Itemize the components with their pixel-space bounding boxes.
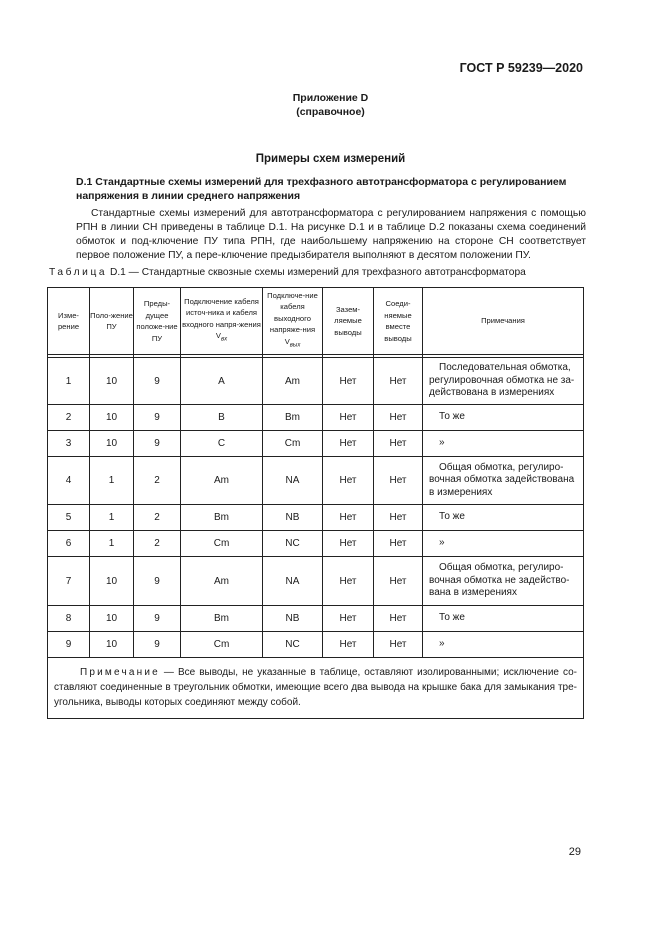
standard-number: ГОСТ Р 59239—2020 <box>459 61 583 75</box>
row-note: Общая обмотка, регулиро-вочная обмотка задействована в измерениях <box>423 457 584 505</box>
header-notes: Примечания <box>423 288 584 355</box>
table-row: 1 10 9 A Am Нет Нет Последовательная обмотка, регулировочная обмотка не за-действована в измерениях <box>48 358 584 405</box>
row-note: То же <box>423 606 584 632</box>
table-row: 7 10 9 Am NA Нет Нет Общая обмотка, регулиро-вочная обмотка не задейство-вана в измерениях <box>48 557 584 606</box>
header-connected: Соеди-няемые вместе выводы <box>374 288 423 355</box>
paragraph-text: Стандартные схемы измерений для автотрансформатора с регулированием напряжения с помощью РПН в линии СН приведены в таблице D.1. На рисунке D.1 и в таблице D.2 показаны схема соединений обмоток и под-ключение ПУ типа РПН, где наибольшему напряжению на стороне СН соответствует первое положение ПУ, а пере-ключение предызбирателя выполняют в десятом положении ПУ. <box>76 208 586 261</box>
table-row: 8 10 9 Bm NB Нет Нет То же <box>48 606 584 632</box>
measurements-table <box>47 287 584 719</box>
section-heading: D.1 Стандартные схемы измерений для трехфазного автотрансформатора с регулированием напряжения в линии среднего напряжения <box>76 176 567 202</box>
table-caption-label: Таблица <box>49 267 108 278</box>
page-number: 29 <box>568 846 581 858</box>
table-row: 6 1 2 Cm NC Нет Нет » <box>48 531 584 557</box>
header-previous-position: Преды-дущее положе-ние ПУ <box>134 288 181 355</box>
table-caption <box>49 267 526 278</box>
document-title: Примеры схем измерений <box>255 153 406 165</box>
row-note: » <box>423 531 584 557</box>
table-row: 5 1 2 Bm NB Нет Нет То же <box>48 505 584 531</box>
header-grounded: Зазем-ляемые выводы <box>323 288 374 355</box>
header-measurement: Изме-рение <box>48 288 90 355</box>
footnote-label: Примечание <box>80 667 160 678</box>
row-note: Последовательная обмотка, регулировочная обмотка не за-действована в измерениях <box>423 358 584 405</box>
header-source-connection: Подключение кабеля источ-ника и кабеля входного напря-жения $V_{вх}$ <box>181 288 263 355</box>
row-note: » <box>423 431 584 457</box>
header-output-connection: Подключе-ние кабеля выходного напряже-ния $V_{вых}$ <box>263 288 323 355</box>
table-row: 4 1 2 Am NA Нет Нет Общая обмотка, регулиро-вочная обмотка задействована в измерениях <box>48 457 584 505</box>
table-footnote <box>48 658 584 719</box>
table-row: 3 10 9 C Cm Нет Нет » <box>48 431 584 457</box>
footnote-text: — Все выводы, не указанные в таблице, оставляют изолированными; исключение со-ставляют соединенные в треугольник обмотки, имеющие всего два вывода на крышке бака для замыкания тре-угольника, выводы которых соединяют между собой. <box>54 667 577 708</box>
annex-heading <box>0 91 661 119</box>
row-note: То же <box>423 405 584 431</box>
table-footnote-row <box>48 658 584 719</box>
table-header-row <box>48 288 584 355</box>
annex-subtitle: (справочное) <box>296 106 365 118</box>
table-caption-text: D.1 — Стандартные сквозные схемы измерений для трехфазного автотрансформатора <box>107 267 526 278</box>
row-note: » <box>423 632 584 658</box>
body-paragraph <box>76 207 586 263</box>
row-note: Общая обмотка, регулиро-вочная обмотка не задейство-вана в измерениях <box>423 557 584 606</box>
annex-title: Приложение D <box>292 92 369 104</box>
table-row: 9 10 9 Cm NC Нет Нет » <box>48 632 584 658</box>
table-row: 2 10 9 B Bm Нет Нет То же <box>48 405 584 431</box>
row-note: То же <box>423 505 584 531</box>
header-position: Поло-жение ПУ <box>90 288 134 355</box>
